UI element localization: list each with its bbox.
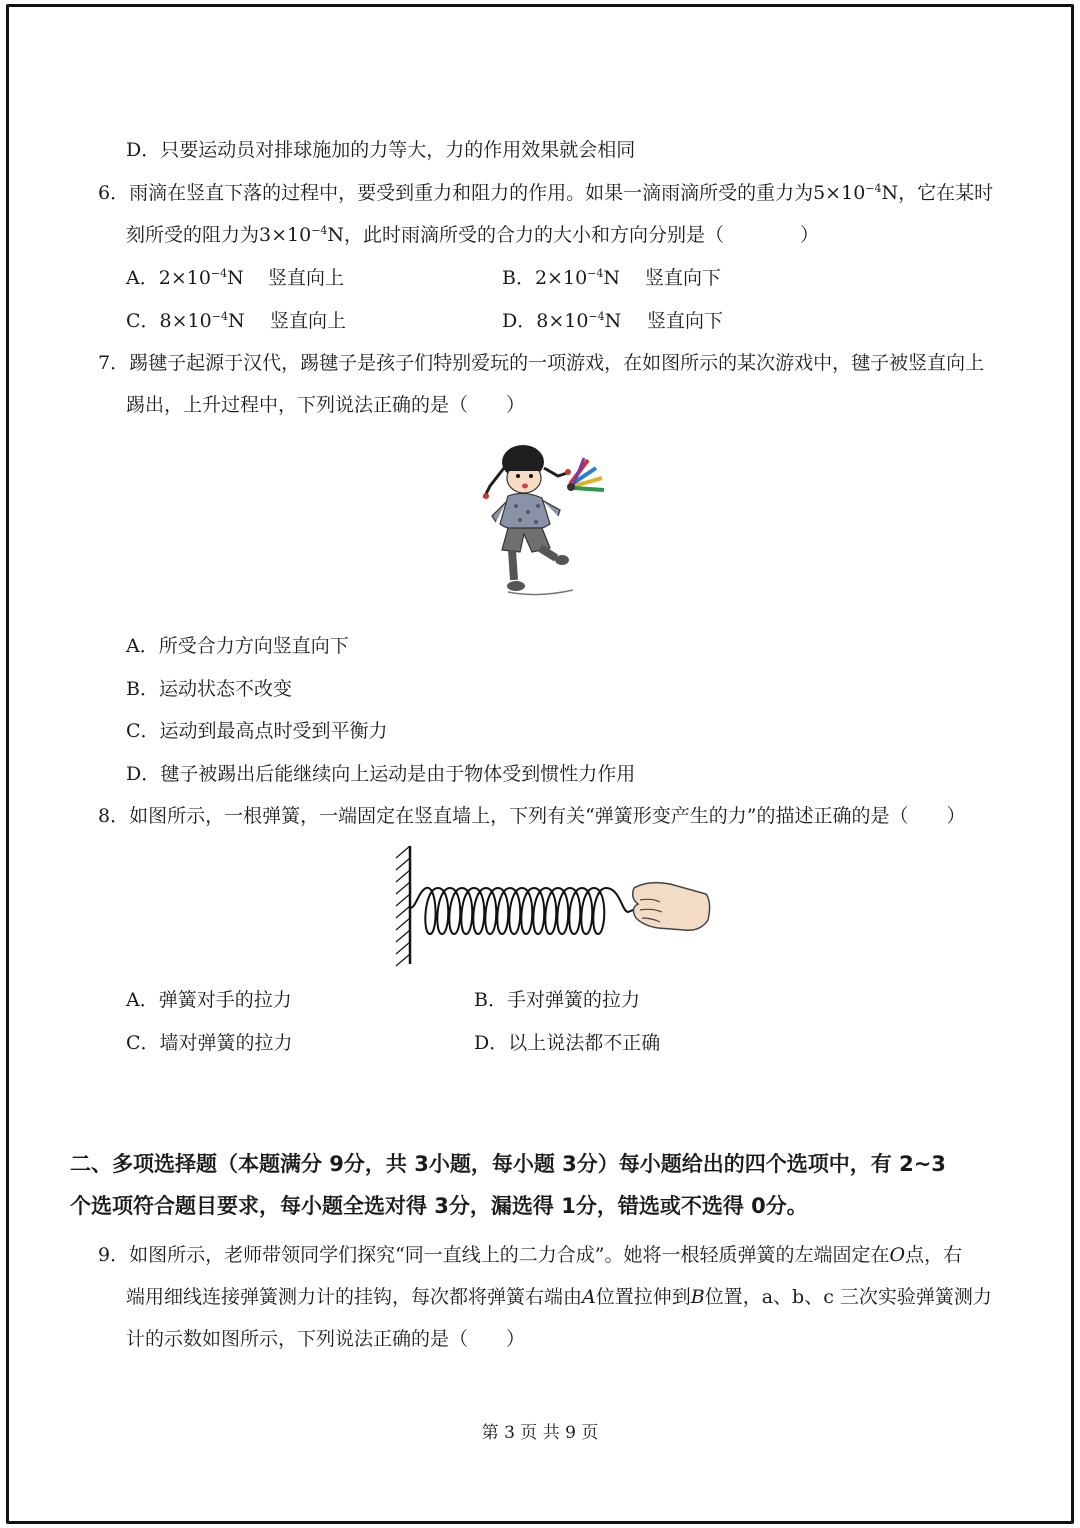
q8-option-c[interactable]: C．墙对弹簧的拉力	[126, 1032, 293, 1054]
section2-heading-line1: 二、多项选择题（本题满分 9分，共 3小题，每小题 3分）每小题给出的四个选项中，有 2~3	[70, 1152, 946, 1176]
q6-stem-line2: 刻所受的阻力为$3\times 10^{-4}N$，此时雨滴所受的合力的大小和方向分别是（ ）	[126, 224, 820, 246]
q6-option-c[interactable]: C．$8\times 10^{-4}N$	[126, 310, 245, 332]
q6-option-a-direction: 竖直向上	[268, 267, 345, 289]
q6-option-b-direction: 竖直向下	[645, 267, 722, 289]
q6-option-d[interactable]: D．$8\times 10^{-4}N$	[502, 310, 622, 332]
q7-option-c[interactable]: C．运动到最高点时受到平衡力	[126, 720, 388, 742]
q8-option-b[interactable]: B．手对弹簧的拉力	[474, 989, 640, 1011]
q8-option-a[interactable]: A．弹簧对手的拉力	[126, 989, 292, 1011]
q7-stem-line1: 7．踢毽子起源于汉代，踢毽子是孩子们特别爱玩的一项游戏，在如图所示的某次游戏中，毽子被竖直向上	[98, 352, 985, 374]
q7-option-d[interactable]: D．毽子被踢出后能继续向上运动是由于物体受到惯性力作用	[126, 763, 636, 785]
q6-option-d-direction: 竖直向下	[647, 310, 724, 332]
q7-option-b[interactable]: B．运动状态不改变	[126, 678, 292, 700]
q9-stem-line1: 9．如图所示，老师带领同学们探究“同一直线上的二力合成”。她将一根轻质弹簧的左端固定在O点，右	[98, 1244, 963, 1266]
page-footer: 第 3 页 共 9 页	[481, 1423, 599, 1443]
q7-option-a[interactable]: A．所受合力方向竖直向下	[126, 635, 349, 657]
q6-option-c-direction: 竖直向上	[270, 310, 347, 332]
q8-stem-line1: 8．如图所示，一根弹簧，一端固定在竖直墙上，下列有关“弹簧形变产生的力”的描述正确的是（ ）	[98, 805, 966, 827]
spring-wall-hand-figure	[390, 842, 715, 968]
q5-option-d: D．只要运动员对排球施加的力等大，力的作用效果就会相同	[126, 139, 636, 161]
shuttlecock-kicking-girl-figure	[478, 440, 618, 605]
section2-heading-line2: 个选项符合题目要求，每小题全选对得 3分，漏选得 1分，错选或不选得 0分。	[70, 1194, 808, 1218]
q6-option-b[interactable]: B．$2\times 10^{-4}N$	[502, 267, 620, 289]
q7-stem-line2: 踢出，上升过程中，下列说法正确的是（ ）	[126, 394, 526, 416]
q6-stem-line1: 6．雨滴在竖直下落的过程中，要受到重力和阻力的作用。如果一滴雨滴所受的重力为$5\times 10^{-4}N$，它在某时	[98, 182, 994, 204]
q9-stem-line2: 端用细线连接弹簧测力计的挂钩，每次都将弹簧右端由A位置拉伸到B位置，a、b、c 三次实验弹簧测力	[126, 1286, 992, 1308]
q8-option-d[interactable]: D．以上说法都不正确	[474, 1032, 661, 1054]
q9-stem-line3: 计的示数如图所示，下列说法正确的是（ ）	[126, 1328, 526, 1350]
q6-option-a[interactable]: A．$2\times 10^{-4}N$	[126, 267, 244, 289]
